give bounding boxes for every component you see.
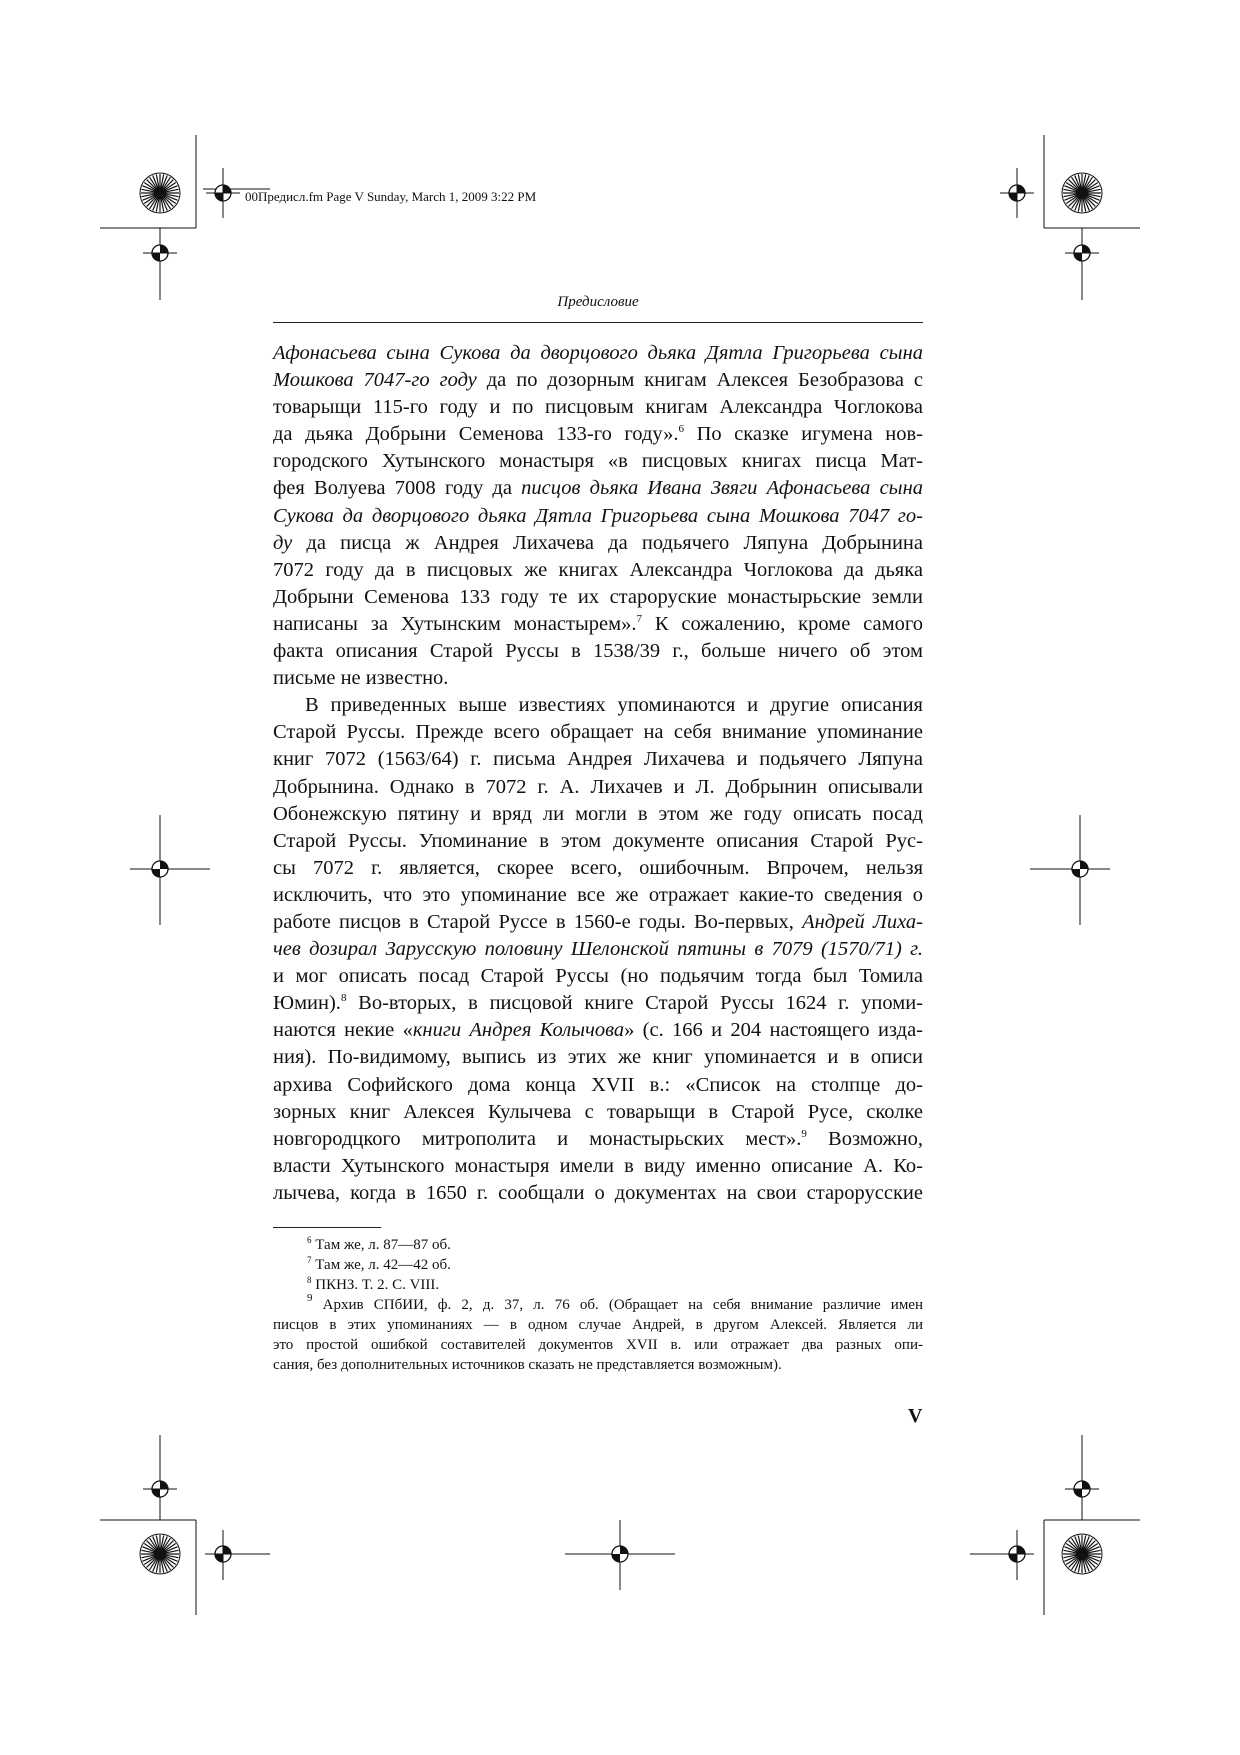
text-line: исключить, что это упоминание все же отражает какие-то сведения о	[273, 883, 923, 906]
text-line: городского Хутынского монастыря «в писцовых книгах писца Мат-	[273, 450, 923, 473]
text-line: В приведенных выше известиях упоминаются и другие описания	[305, 694, 923, 717]
footnote-ref[interactable]: 7	[636, 612, 642, 625]
text-line: Мошкова 7047-го году да по дозорным книгам Алексея Безобразова с	[273, 369, 923, 392]
text-line: факта описания Старой Руссы в 1538/39 г., больше ничего об этом	[273, 640, 923, 663]
text-line: Юмин).$^8$ Во-вторых, в писцовой книге Старой Руссы 1624 г. упоми-	[273, 992, 923, 1015]
text-line: Афонасьева сына Сукова да дворцового дьяка Дятла Григорьева сына	[273, 342, 923, 364]
footnote-9	[273, 1292, 923, 1375]
text-line: работе писцов в Старой Руссе в 1560-е годы. Во-первых, Андрей Лиха-	[273, 910, 923, 933]
text-line: ду да писца ж Андрея Лихачева да подьячего Ляпуна Добрынина	[273, 531, 923, 554]
footnotes	[273, 1235, 923, 1375]
text-line: сы 7072 г. является, скорее всего, ошибочным. Впрочем, нельзя	[273, 856, 923, 879]
footnote-7: $^7$ Там же, л. 42—42 об.	[307, 1255, 451, 1273]
running-head: Предисловие	[557, 294, 639, 310]
text-line: Обонежскую пятину и вряд ли могли в этом же году описать посад	[273, 802, 923, 825]
footnote-ref[interactable]: 8	[340, 992, 347, 1005]
text-line: товарыщи 115-го году и по писцовым книгам Александра Чоглокова	[273, 396, 923, 419]
footnote-ref[interactable]: 9	[801, 1127, 807, 1140]
text-line: фея Волуева 7008 году да писцов дьяка Ивана Звяги Афонасьева сына	[273, 477, 923, 500]
paragraph-1	[273, 340, 923, 692]
text-line: книг 7072 (1563/64) г. письма Андрея Лихачева и подьячего Ляпуна	[273, 748, 923, 771]
text-line: написаны за Хутынским монастырем».$^7$ К сожалению, кроме самого	[273, 612, 923, 635]
body-text	[273, 340, 923, 1207]
page-number: V	[908, 1405, 923, 1427]
header-rule	[273, 322, 923, 323]
text-line: Сукова да дворцового дьяка Дятла Григорьева сына Мошкова 7047 го-	[273, 504, 923, 527]
text-line: архива Софийского дома конца XVII в.: «Список на столпце до-	[273, 1073, 923, 1096]
text-line: да дьяка Добрыни Семенова 133-го году».$^6$ По сказке игумена нов-	[273, 423, 923, 446]
text-line: письме не известно.	[273, 667, 449, 690]
text-line: лычева, когда в 1650 г. сообщали о документах на свои старорусские	[273, 1181, 923, 1204]
text-line: власти Хутынского монастыря имели в виду именно описание А. Ко-	[273, 1154, 923, 1177]
text-line: 7072 году да в писцовых же книгах Александра Чоглокова да дьяка	[273, 558, 923, 581]
footnote-rule	[273, 1227, 381, 1228]
text-line: чев дозирал Зарусскую половину Шелонской пятины в 7079 (1570/71) г.	[273, 938, 923, 961]
text-line: зорных книг Алексея Кулычева с товарыщи в Старой Русе, сколке	[273, 1100, 923, 1123]
print-slug: 00Предисл.fm Page V Sunday, March 1, 2009 3:22 PM	[245, 189, 537, 204]
text-line: ния). По-видимому, выпись из этих же книг упоминается и в описи	[273, 1046, 923, 1069]
text-line: Добрынина. Однако в 7072 г. А. Лихачев и Л. Добрынин описывали	[273, 775, 923, 798]
footnote-line: сания, без дополнительных источников сказать не представляется возможным).	[273, 1357, 782, 1373]
footnote-line: писцов в этих упоминаниях — в одном случае Андрей, в другом Алексей. Является ли	[273, 1317, 923, 1333]
text-line: наются некие «книги Андрея Колычова» (с. 166 и 204 настоящего изда-	[273, 1019, 923, 1042]
footnote-line: это простой ошибкой составителей документов XVII в. или отражает два разных опи-	[273, 1337, 923, 1353]
text-line: Добрыни Семенова 133 году те их старорускиe монастырьские земли	[273, 585, 923, 608]
text-line: Старой Руссы. Упоминание в этом документе описания Старой Рус-	[273, 829, 923, 852]
paragraph-2	[273, 692, 923, 1207]
text-line: новгородцкого митрополита и монастырьских мест».$^9$ Возможно,	[273, 1127, 923, 1150]
footnote-8: $^8$ ПКНЗ. Т. 2. С. VIII.	[307, 1275, 440, 1293]
footnote-line: $^9$ Архив СПбИИ, ф. 2, д. 37, л. 76 об. (Обращает на себя внимание различие имен	[307, 1292, 923, 1313]
footnote-ref[interactable]: 6	[678, 423, 685, 436]
text-line: и мог описать посад Старой Руссы (но подьячим тогда был Томила	[273, 965, 923, 988]
text-line: Старой Руссы. Прежде всего обращает на себя внимание упоминание	[273, 721, 923, 744]
footnote-6: $^6$ Там же, л. 87—87 об.	[307, 1235, 451, 1253]
